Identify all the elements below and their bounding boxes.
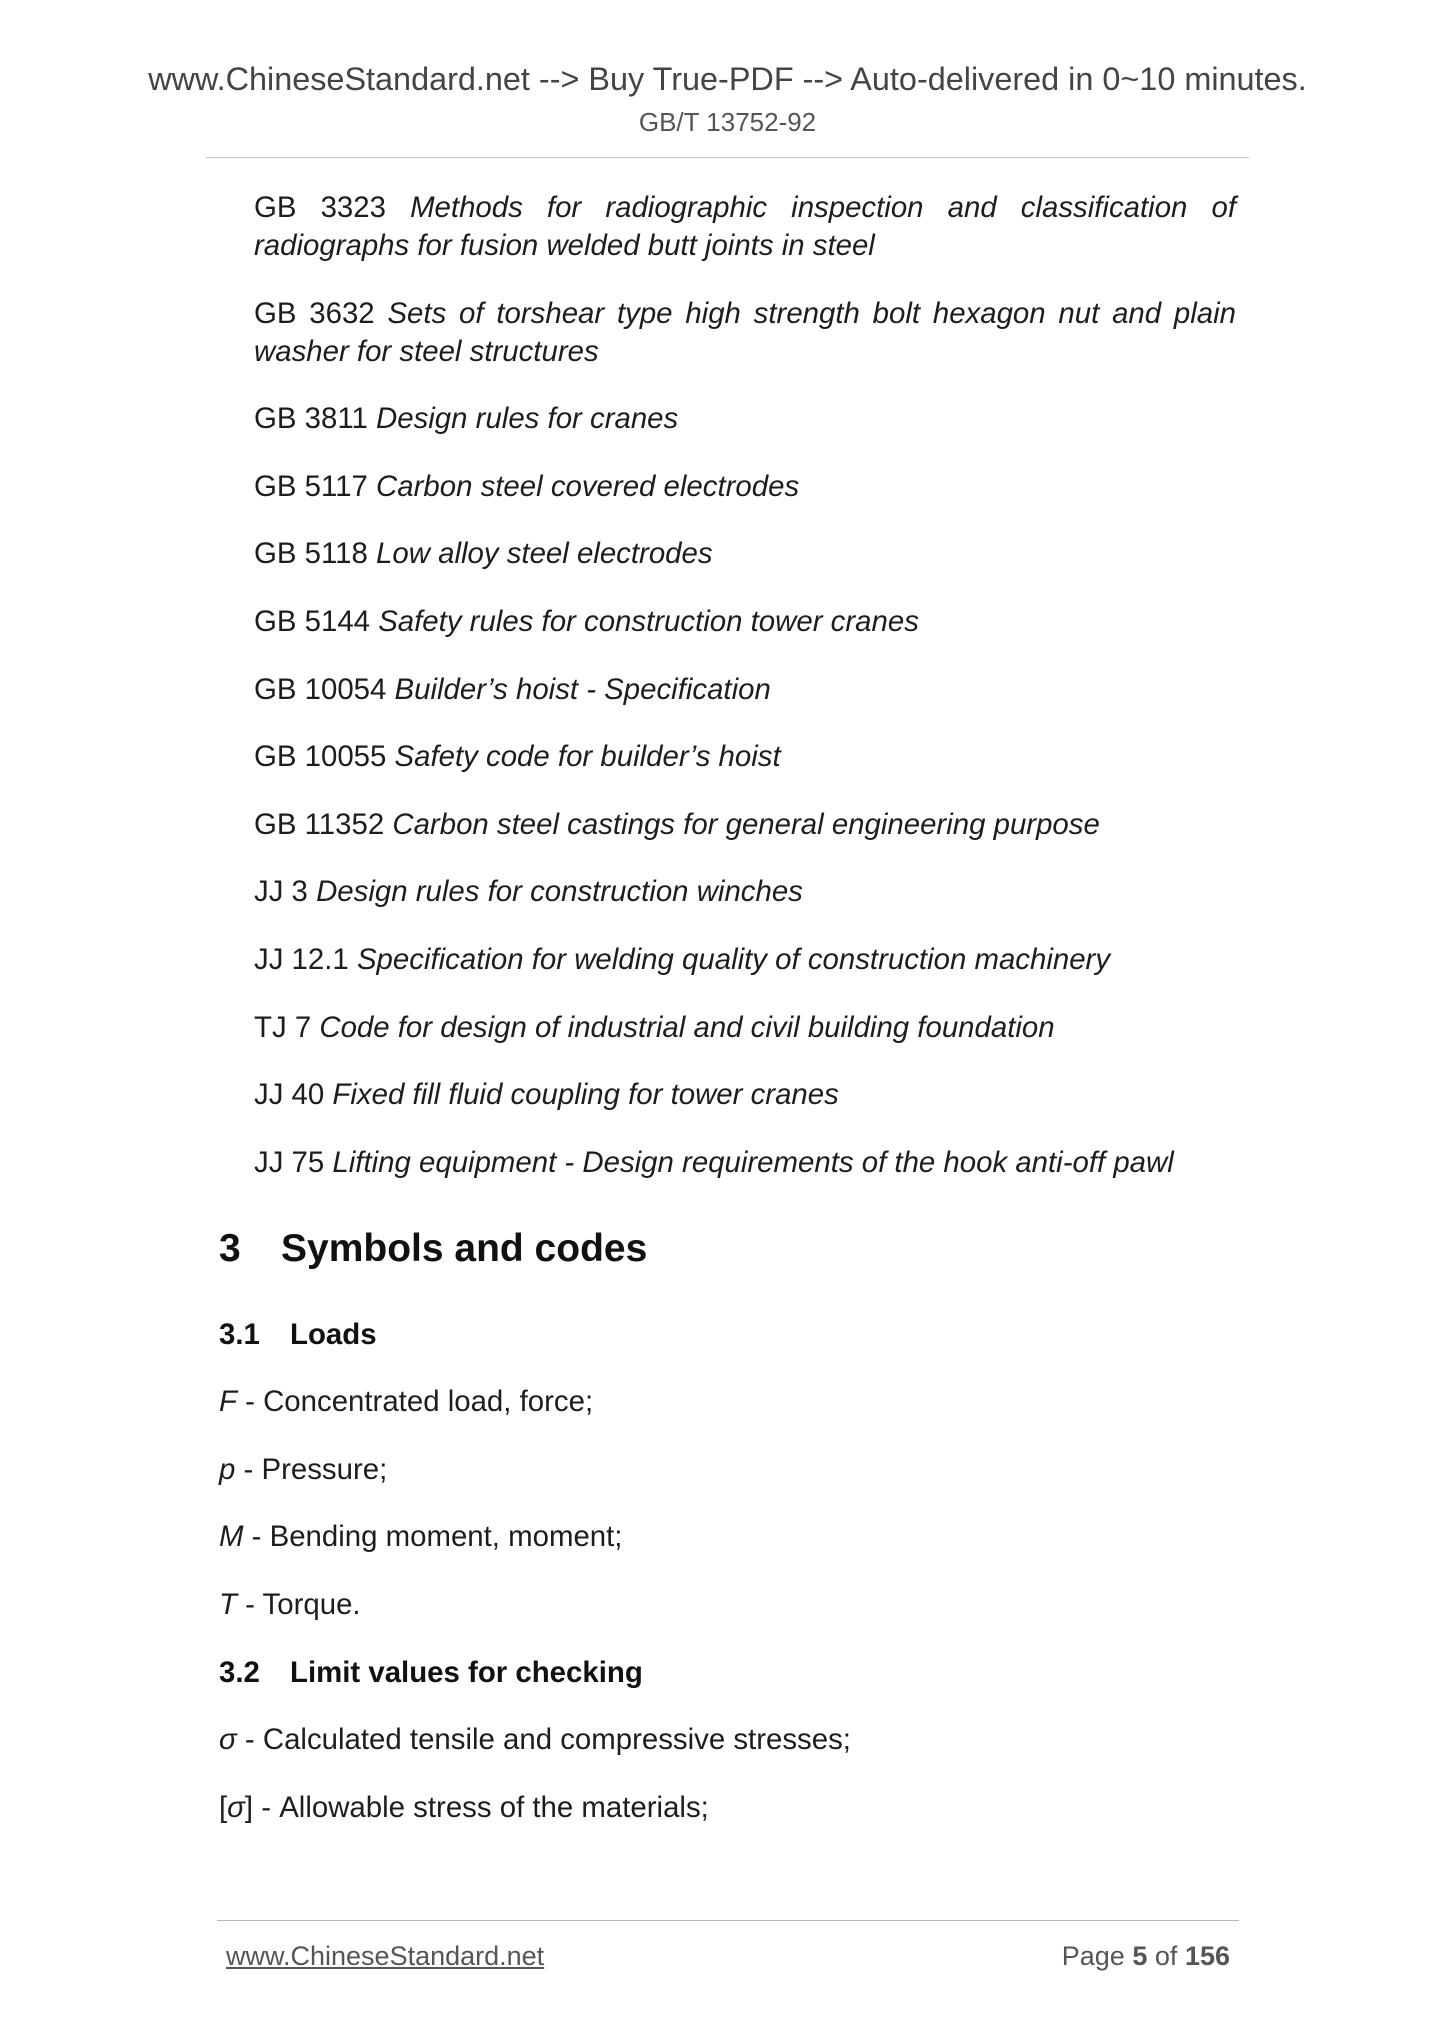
reference-title: Carbon steel covered electrodes [376, 469, 800, 503]
reference-item [254, 603, 1236, 641]
reference-title: Carbon steel castings for general engineering purpose [392, 807, 1100, 841]
symbol: σ [227, 1790, 245, 1824]
section-number: 3 [219, 1227, 241, 1270]
reference-title: Code for design of industrial and civil building foundation [319, 1010, 1055, 1044]
reference-title: Fixed fill fluid coupling for tower cranes [332, 1078, 839, 1112]
reference-title: Methods for radiographic inspection and classification of radiographs for fusion welded butt joints in steel [254, 191, 1237, 262]
reference-title: Design rules for cranes [376, 402, 679, 436]
section-title: Symbols and codes [281, 1227, 648, 1270]
symbol-definition [219, 1518, 1236, 1556]
reference-code: GB 3632 [254, 296, 375, 330]
symbol-definition [219, 1586, 1236, 1624]
reference-code: GB 3323 [254, 191, 386, 224]
symbol: T [219, 1587, 237, 1621]
reference-item [254, 738, 1236, 776]
reference-title: Specification for welding quality of construction machinery [356, 942, 1111, 976]
reference-item [254, 400, 1236, 438]
reference-title: Design rules for construction winches [316, 875, 803, 909]
section-heading [219, 1224, 1236, 1274]
symbol-description: - Torque. [245, 1587, 361, 1621]
reference-item [254, 873, 1236, 911]
reference-code: GB 5144 [254, 604, 371, 638]
subsection-heading [219, 1654, 1236, 1692]
reference-item [254, 1144, 1236, 1182]
reference-item [254, 295, 1236, 371]
symbol-description: - Bending moment, moment; [251, 1520, 623, 1554]
symbol-definition [219, 1383, 1236, 1421]
symbol-description: - Allowable stress of the materials; [261, 1790, 709, 1824]
footer-site-link[interactable]: www.ChineseStandard.net [226, 1941, 545, 1971]
subsection-number: 3.2 [219, 1655, 260, 1689]
reference-item [254, 941, 1236, 979]
symbol-definition [219, 1721, 1236, 1759]
symbol: F [219, 1385, 237, 1419]
reference-code: JJ 40 [254, 1078, 325, 1112]
page-total: 156 [1184, 1941, 1230, 1971]
reference-code: GB 11352 [254, 807, 385, 841]
reference-code: GB 3811 [254, 402, 368, 436]
reference-code: GB 10055 [254, 740, 387, 774]
reference-title: Sets of torshear type high strength bolt hexagon nut and plain washer for steel structures [254, 296, 1237, 368]
page-current: 5 [1132, 1941, 1148, 1971]
symbol-description: - Pressure; [243, 1452, 388, 1486]
bracket-open: [ [219, 1790, 228, 1824]
symbol-description: - Calculated tensile and compressive stresses; [244, 1723, 851, 1757]
reference-title: Low alloy steel electrodes [376, 537, 713, 571]
reference-code: GB 10054 [254, 672, 387, 706]
symbol: p [219, 1452, 236, 1486]
symbol: M [219, 1520, 244, 1554]
page-word: Page [1061, 1941, 1125, 1971]
reference-code: TJ 7 [254, 1010, 312, 1044]
footer-divider [217, 1920, 1239, 1921]
reference-code: GB 5117 [254, 469, 368, 503]
reference-title: Builder’s hoist - Specification [394, 672, 771, 706]
standard-id: GB/T 13752-92 [638, 107, 817, 137]
subsection-heading [219, 1316, 1236, 1354]
reference-item [254, 1076, 1236, 1114]
reference-item [254, 806, 1236, 844]
symbol-definition [219, 1789, 1236, 1827]
subsection-title: Limit values for checking [290, 1655, 643, 1689]
reference-code: JJ 12.1 [254, 942, 349, 976]
symbol: σ [219, 1723, 237, 1757]
reference-item [254, 1009, 1236, 1047]
of-word: of [1154, 1941, 1178, 1971]
reference-item [254, 671, 1236, 709]
header-banner: www.ChineseStandard.net --> Buy True-PDF --> Auto-delivered in 0~10 minutes. [148, 61, 1307, 97]
reference-title: Lifting equipment - Design requirements of the hook anti-off pawl [332, 1145, 1174, 1179]
reference-item [254, 189, 1236, 265]
subsection-number: 3.1 [219, 1317, 260, 1351]
symbol-description: - Concentrated load, force; [245, 1385, 594, 1419]
subsection-title: Loads [290, 1317, 377, 1351]
section-symbols-and-codes [219, 1224, 1236, 1856]
reference-title: Safety rules for construction tower cranes [378, 604, 919, 638]
page-number [1062, 1939, 1230, 1973]
reference-code: GB 5118 [254, 537, 368, 571]
reference-item [254, 535, 1236, 573]
reference-code: JJ 75 [254, 1145, 325, 1179]
symbol-definition [219, 1451, 1236, 1489]
bracket-close: ] [244, 1790, 254, 1824]
reference-list [254, 189, 1236, 1211]
reference-title: Safety code for builder’s hoist [394, 740, 781, 774]
header-divider [206, 157, 1249, 158]
reference-code: JJ 3 [254, 875, 308, 909]
reference-item [254, 468, 1236, 506]
